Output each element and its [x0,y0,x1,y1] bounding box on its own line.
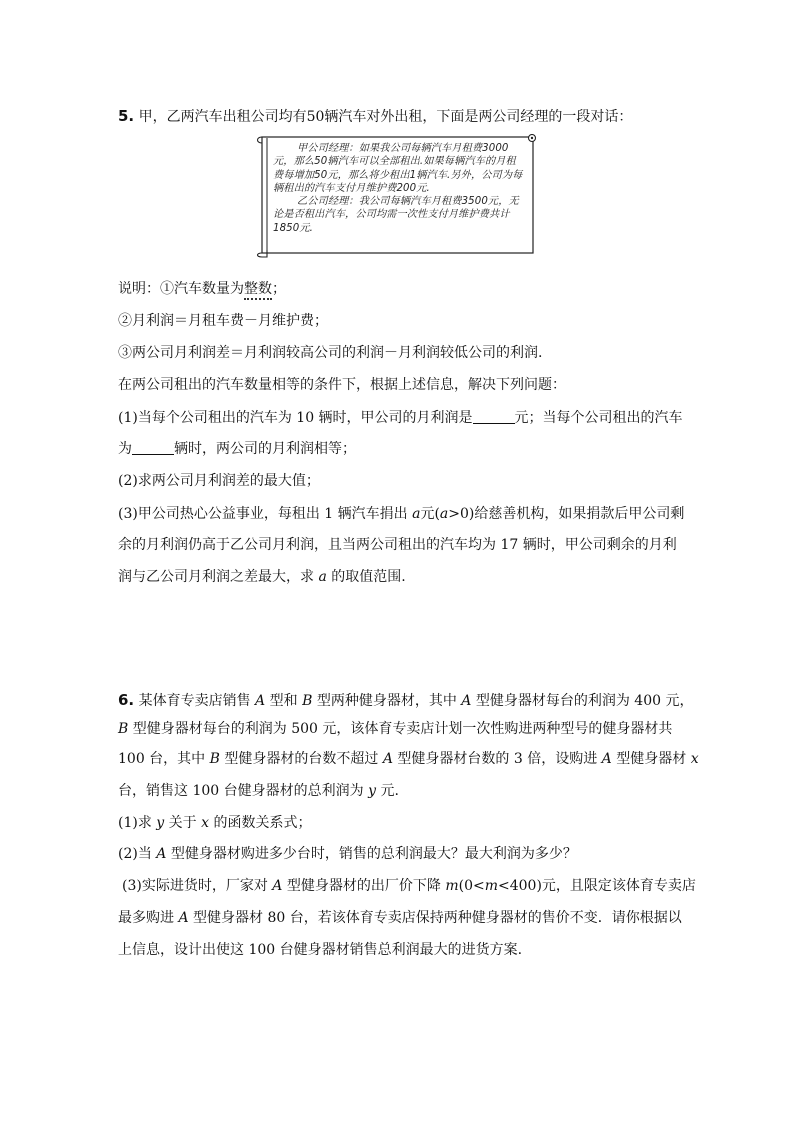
q5-part1-line1 [118,409,683,427]
q5-part3-line2: 余的月利润仍高于乙公司月利润，且当两公司租出的汽车均为 17 辆时，甲公司剩余的月利 [118,537,677,553]
q6-part3-line3: 上信息，设计出使这 100 台健身器材销售总利润最大的进货方案. [118,942,523,958]
q6-part3-line2 [118,909,682,927]
q6-text: <400)元，且限定该体育专卖店 [498,878,696,894]
q6-number: 6. [118,691,135,709]
q6-text: 的函数关系式； [213,815,312,831]
q6-text: 型和 [269,693,298,709]
q5-p3-text-a: (3)甲公司热心公益事业，每租出 1 辆汽车捐出 [118,506,408,522]
q6-text: 最多购进 [118,910,174,926]
var-x: x [690,751,699,767]
q5-part1-line2 [118,440,678,458]
dialogue-yi: 乙公司经理：我公司每辆汽车月租费3500元，无论是否租出汽车，公司均需一次性支付月维护费共计1850元. [273,196,519,234]
answer-blank-1 [473,409,515,424]
dialogue-scroll [253,134,537,258]
answer-blank-2 [132,440,174,455]
q5-condition: 在两公司租出的汽车数量相等的条件下，根据上述信息，解决下列问题： [118,377,566,393]
q5-part3-line3 [118,568,678,586]
var-a: a [439,506,449,522]
q5-note1 [118,280,678,298]
q6-text: 关于 [168,815,197,831]
var-A: A [461,693,472,709]
dialogue-text [273,142,523,235]
q6-text: 型健身器材每台的利润为 500 元，该体育专卖店计划一次性购进两种型号的健身器材共 [132,721,673,737]
var-B: B [302,693,313,709]
var-a: a [412,506,421,522]
var-a: a [318,569,327,585]
q6-text: 型健身器材购进多少台时，销售的总利润最大？最大利润为多少？ [170,846,577,862]
q6-text: 某体育专卖店销售 [138,693,251,709]
q5-p3-text-b: 元( [420,506,440,522]
q5-number: 5. [118,107,135,125]
q5-p1-text-a: (1)当每个公司租出的汽车为 10 辆时，甲公司的月利润是 [118,410,473,426]
q5-p1-text-d: 辆时，两公司的月利润相等； [174,441,356,457]
q6-line4 [118,782,678,800]
var-A: A [156,846,167,862]
q6-text: (3)实际进货时，厂家对 [122,878,268,894]
q5-p1-text-b: 元；当每个公司租出的汽车 [514,410,683,426]
q6-text: 型健身器材每台的利润为 400 元， [475,693,694,709]
var-y: y [156,815,165,831]
q5-p3-line3-b: 的取值范围. [331,569,406,585]
q6-text: 型健身器材台数的 3 倍，设购进 [397,751,598,767]
q6-text: (0< [458,878,485,894]
q6-text: 型健身器材 [616,751,687,767]
q6-text: (1)求 [118,815,152,831]
dialogue-jia: 甲公司经理：如果我公司每辆汽车月租费3000元，那么50辆汽车可以全部租出.如果每辆汽车的月租费每增加50元，那么将少租出1辆汽车.另外，公司为每辆租出的汽车支付月维护费200元. [273,143,523,194]
q5-stem [118,107,678,126]
q5-p3-line3-a: 润与乙公司月利润之差最大，求 [118,569,314,585]
q5-note1-prefix: 说明：①汽车数量为 [118,281,244,297]
q5-p3-text-c: >0)给慈善机构，如果捐款后甲公司剩 [448,506,685,522]
q5-note2: ②月利润＝月租车费－月维护费； [118,313,328,329]
q6-text: 100 台，其中 [118,751,206,767]
var-A: A [382,751,393,767]
q5-note3: ③两公司月利润差＝月利润较高公司的利润－月利润较低公司的利润. [118,345,543,361]
q6-text: 型健身器材 80 台，若该体育专卖店保持两种健身器材的售价不变．请你根据以 [193,910,682,926]
var-A: A [272,878,283,894]
q6-line2 [118,720,678,738]
var-B: B [118,721,129,737]
q6-part2 [118,845,678,863]
q6-text: (2)当 [118,846,152,862]
var-y: y [368,783,376,799]
q6-text: 元. [380,783,399,799]
q5-stem-text: 甲，乙两汽车出租公司均有50辆汽车对外出租，下面是两公司经理的一段对话： [138,109,633,125]
q6-part1 [118,814,678,832]
q5-note1-dotted: 整数 [244,281,272,300]
q5-p1-text-c: 为 [118,441,132,457]
q6-part3-line1 [122,877,696,895]
var-m: m [484,878,498,894]
q5-part2: (2)求两公司月利润差的最大值； [118,473,320,489]
var-m: m [445,878,459,894]
q5-part3-line1 [118,505,685,523]
q6-text: 型两种健身器材，其中 [316,693,457,709]
q5-note1-suffix: ； [272,281,286,297]
q6-line3 [118,750,699,768]
var-B: B [209,751,220,767]
var-A: A [601,751,612,767]
q6-text: 型健身器材的出厂价下降 [286,878,441,894]
q6-text: 台，销售这 100 台健身器材的总利润为 [118,783,364,799]
q6-text: 型健身器材的台数不超过 [224,751,379,767]
var-A: A [178,910,189,926]
var-x: x [201,815,210,831]
q6-line1 [118,691,694,710]
var-A: A [255,693,266,709]
